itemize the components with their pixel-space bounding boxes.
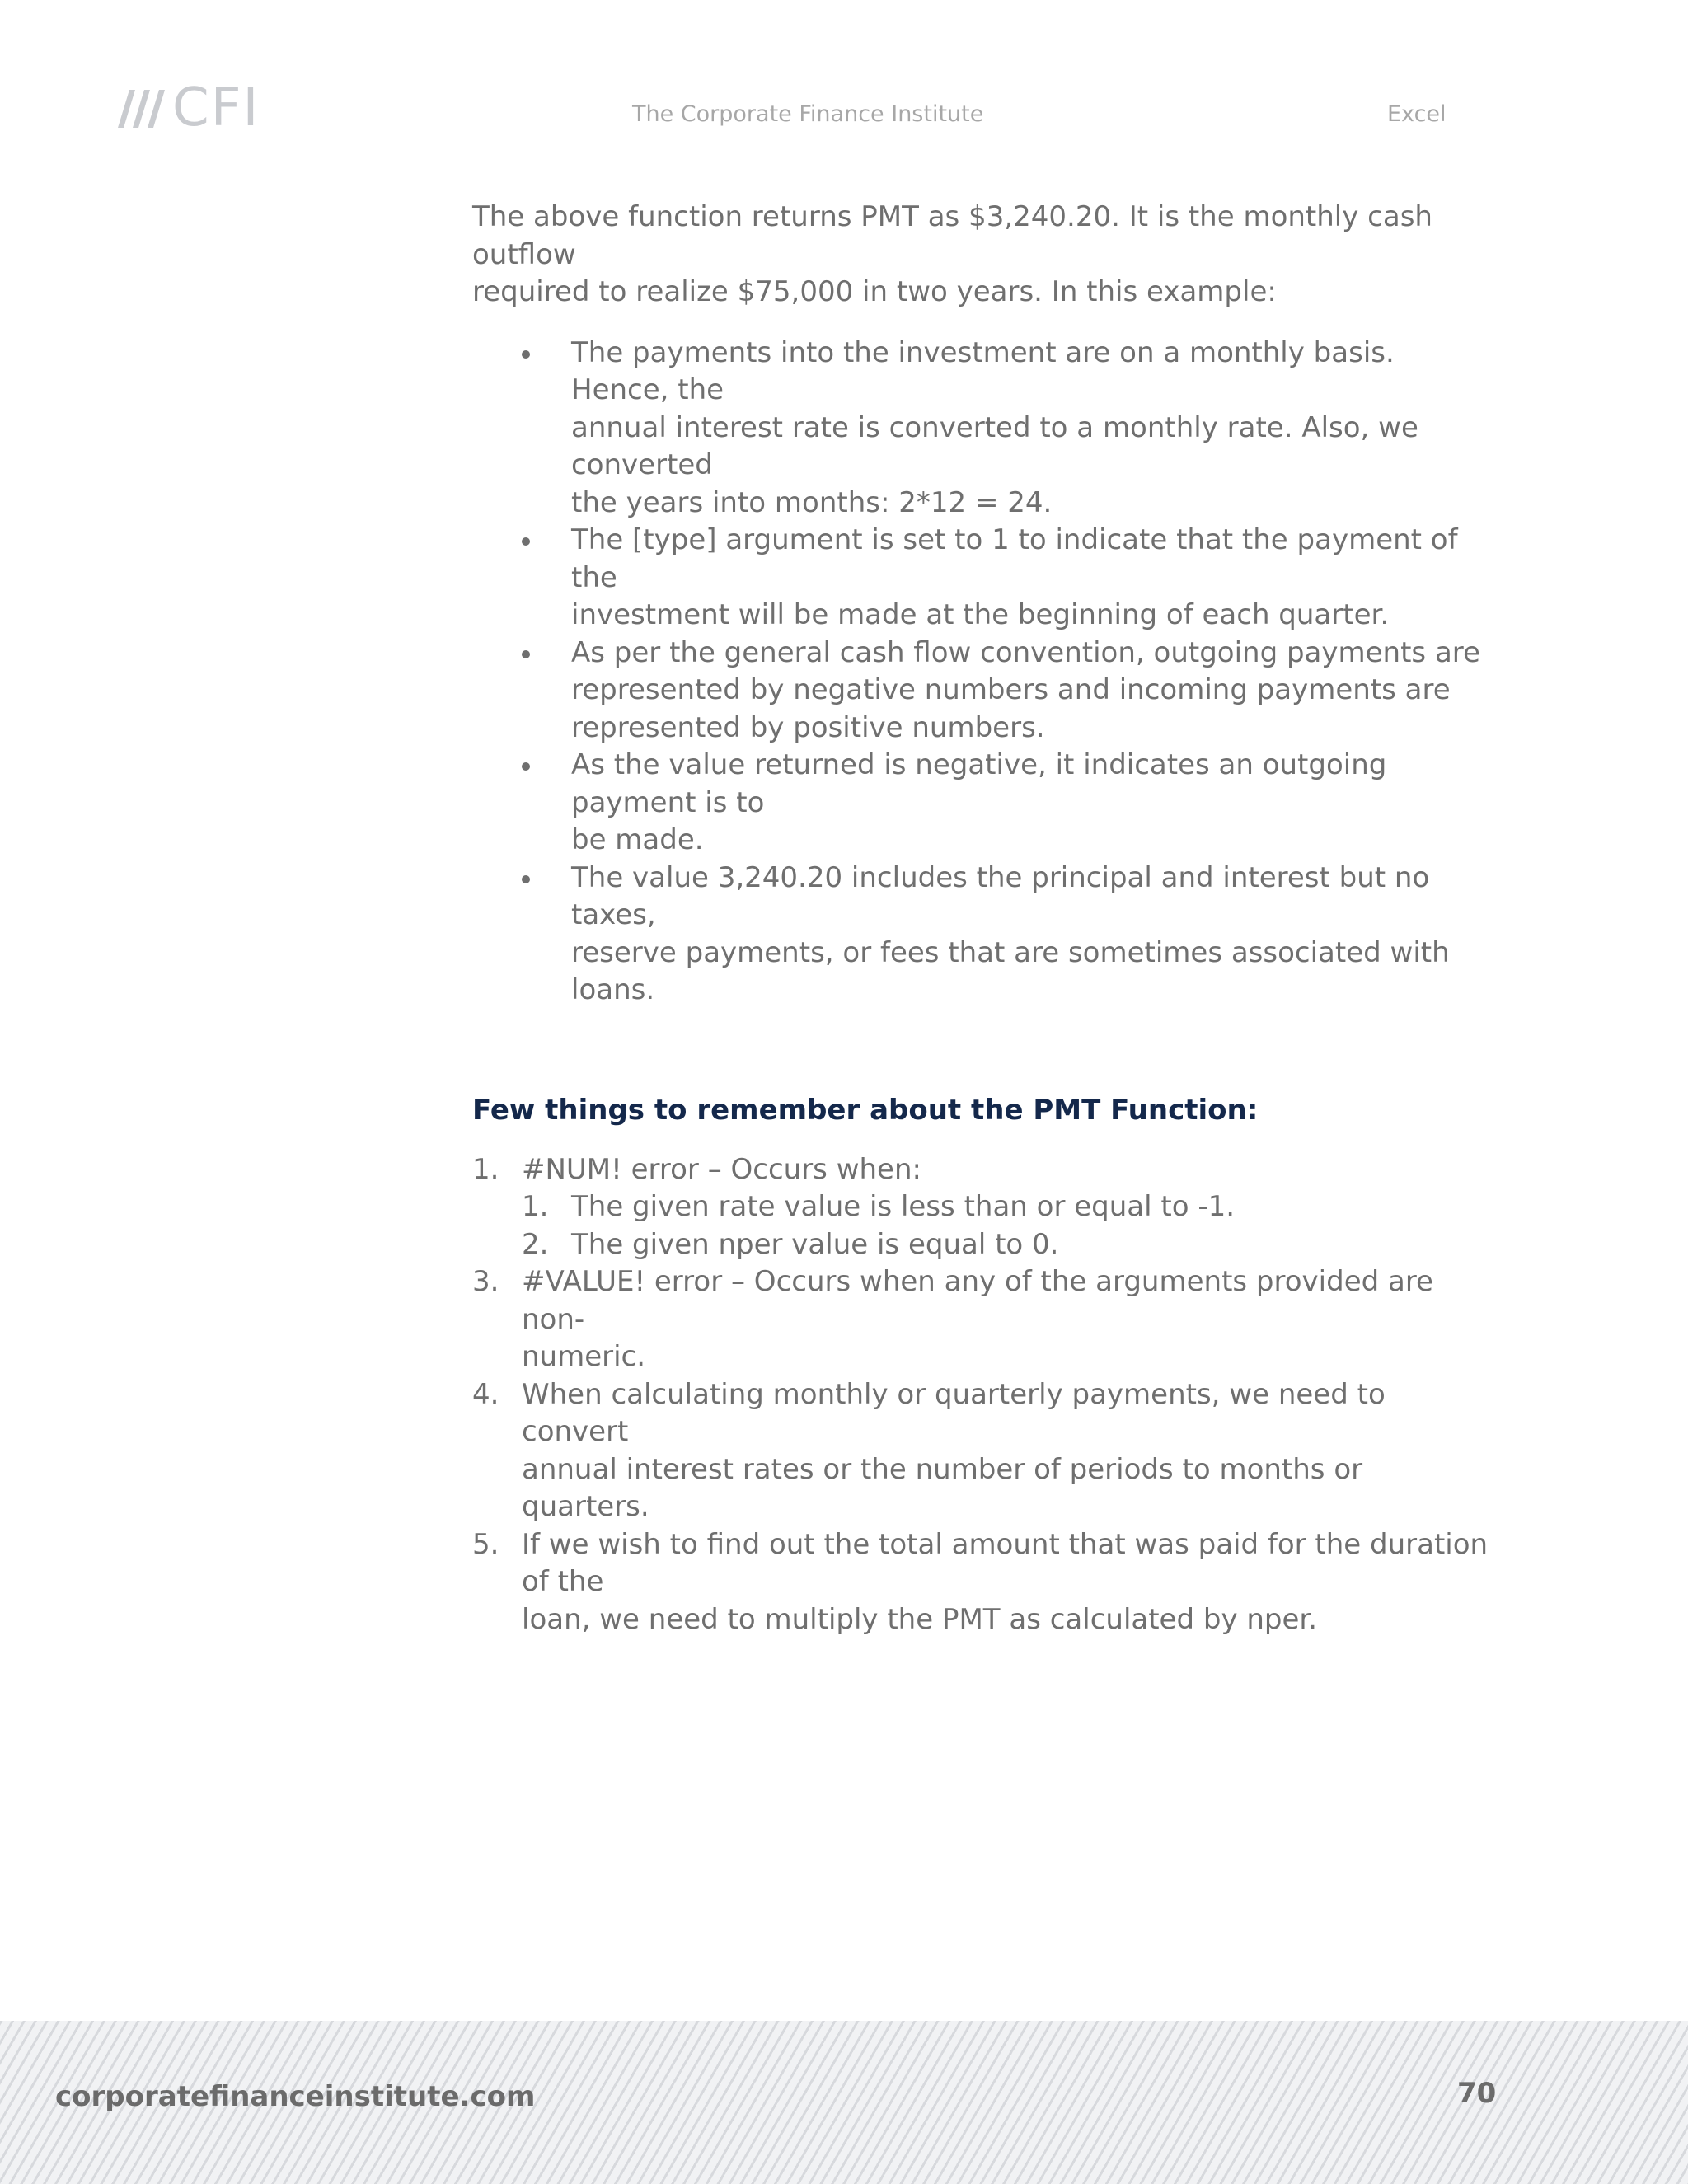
numbered-subitem — [472, 1188, 1494, 1226]
numbered-item — [472, 1526, 1494, 1639]
intro-line: required to realize $75,000 in two years. In this example: — [472, 275, 1277, 308]
bullet-dot-icon — [522, 762, 530, 771]
intro-line: The above function returns PMT as $3,240.20. It is the monthly cash outflow — [472, 200, 1432, 271]
page-number: 70 — [1457, 2077, 1497, 2110]
cfi-logo-stripes-icon — [113, 87, 166, 129]
numbered-line: annual interest rates or the number of periods to months or quarters. — [522, 1452, 1363, 1523]
bullet-line: be made. — [571, 823, 704, 856]
example-bullet-list — [472, 335, 1494, 1010]
page-footer — [0, 2021, 1688, 2184]
bullet-item — [472, 747, 1494, 860]
bullet-line: As the value returned is negative, it indicates an outgoing payment is to — [571, 748, 1387, 819]
numbered-item — [472, 1376, 1494, 1526]
bullet-dot-icon — [522, 537, 530, 546]
bullet-item — [472, 335, 1494, 523]
section-heading: Few things to remember about the PMT Function: — [472, 1093, 1259, 1127]
bullet-dot-icon — [522, 350, 530, 359]
bullet-line: The [type] argument is set to 1 to indicate that the payment of the — [571, 523, 1458, 594]
header-section-label: Excel — [1387, 101, 1447, 127]
numbered-item — [472, 1151, 1494, 1189]
numbered-item — [472, 1263, 1494, 1376]
bullet-dot-icon — [522, 650, 530, 658]
item-number: 1. — [522, 1190, 549, 1223]
bullet-item — [472, 635, 1494, 748]
footer-website: corporatefinanceinstitute.com — [55, 2080, 536, 2113]
header-title: The Corporate Finance Institute — [632, 101, 984, 127]
page-content — [472, 199, 1494, 1638]
bullet-line: As per the general cash flow convention, outgoing payments are — [571, 635, 1480, 669]
numbered-line: numeric. — [522, 1340, 646, 1373]
item-number: 1. — [472, 1152, 499, 1186]
numbered-line: When calculating monthly or quarterly payments, we need to convert — [522, 1377, 1386, 1448]
logo-text: CFI — [172, 77, 260, 138]
bullet-line: annual interest rate is converted to a monthly rate. Also, we converted — [571, 410, 1418, 481]
item-number: 3. — [472, 1265, 499, 1298]
intro-paragraph — [472, 199, 1494, 312]
item-number: 4. — [472, 1377, 499, 1411]
numbered-line: If we wish to find out the total amount that was paid for the duration of the — [522, 1527, 1489, 1598]
bullet-line: represented by negative numbers and incoming payments are — [571, 673, 1451, 706]
numbered-line: The given nper value is equal to 0. — [571, 1227, 1059, 1261]
bullet-item — [472, 522, 1494, 635]
numbered-subitem — [472, 1226, 1494, 1264]
cfi-logo — [113, 77, 260, 138]
item-number: 5. — [472, 1527, 499, 1561]
bullet-dot-icon — [522, 875, 530, 883]
remember-numbered-list — [472, 1151, 1494, 1639]
item-number: 2. — [522, 1227, 549, 1261]
numbered-line: The given rate value is less than or equal to -1. — [571, 1190, 1236, 1223]
numbered-line: #VALUE! error – Occurs when any of the arguments provided are non- — [522, 1265, 1433, 1336]
bullet-line: the years into months: 2*12 = 24. — [571, 485, 1053, 519]
numbered-line: #NUM! error – Occurs when: — [522, 1152, 921, 1186]
bullet-line: reserve payments, or fees that are sometimes associated with loans. — [571, 935, 1450, 1006]
bullet-item — [472, 860, 1494, 1010]
bullet-line: represented by positive numbers. — [571, 710, 1045, 744]
bullet-line: The value 3,240.20 includes the principal and interest but no taxes, — [571, 860, 1430, 931]
bullet-line: The payments into the investment are on a monthly basis. Hence, the — [571, 335, 1395, 406]
numbered-line: loan, we need to multiply the PMT as calculated by nper. — [522, 1602, 1318, 1636]
bullet-line: investment will be made at the beginning of each quarter. — [571, 598, 1390, 631]
